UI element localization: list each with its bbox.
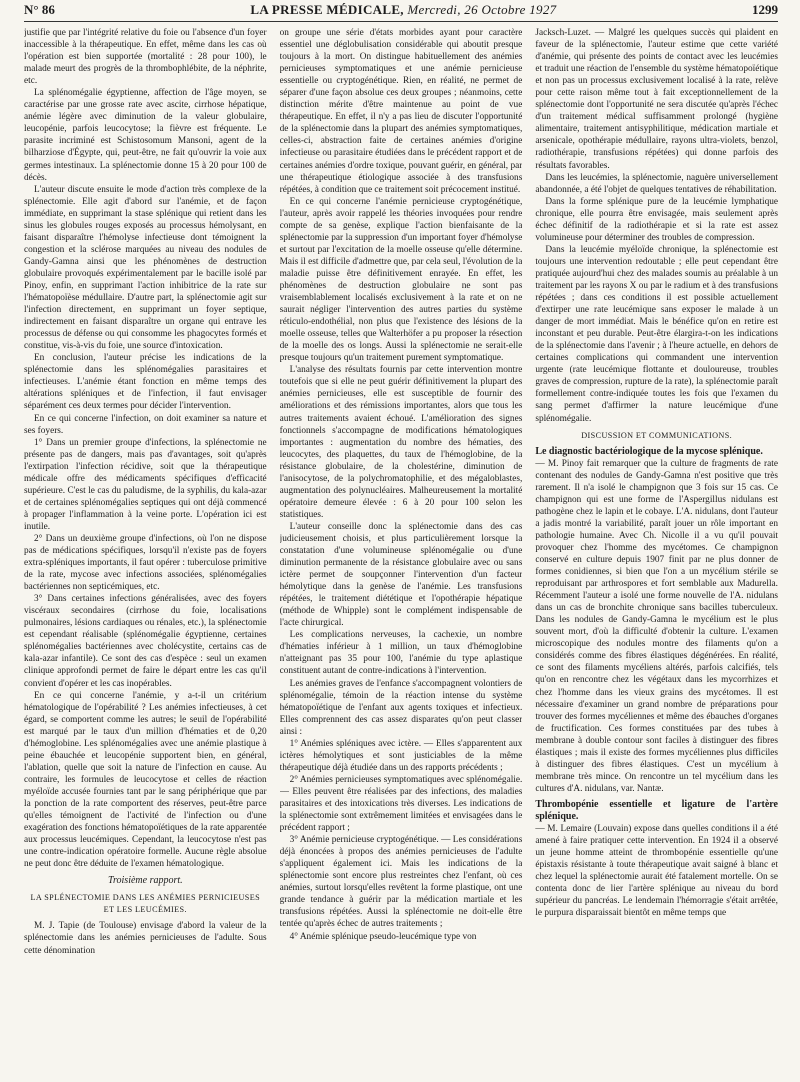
paragraph: En ce qui concerne l'anémie pernicieuse cryptogénétique, l'auteur, après avoir rappelé les théories invoquées pour rendre compte de sa genèse, explique l'action bienfaisante de la splénectomie par la suppression d'un important foyer d'hémolyse et surtout par l'excitation de la moelle osseuse qu'elle détermine. Mais il est difficile d'admettre que, par cela seul, l'évolution de la maladie puisse être définitivement enrayée. En effet, les phénomènes de destruction globulaire ne sont pas vraisemblablement localisés exclusivement à la rate et on ne saurait négliger l'intervention des autres parties du système réticulo-endothélial, non plus que l'existence des lésions de la moelle osseuse, telles que Walterhöfer a pu proposer la résection de la moelle des os longs. Aussi la splénectomie ne serait-elle presque toujours qu'un traitement purement symptomatique. — [279, 196, 523, 364]
subsection-title: Thrombopénie essentielle et ligature de l'artère splénique. — [535, 798, 778, 822]
column-1 — [24, 27, 267, 1078]
paragraph: 3° Dans certaines infections généralisées, avec des foyers viscéraux secondaires (cirrhose du foie, localisations pulmonaires, lésions cardiaques ou rénales, etc.), la splénectomie est cependant réalisable (splénomégalie égyptienne, certaines splénomégalies bactériennes avec cholécystite, certains cas de kala-azar infantile). Ce sont des cas d'espèce : seul un examen clinique approfondi permet de faire le départ entre les cas qu'il convient d'opérer et les cas inopérables. — [24, 594, 267, 689]
paragraph: Jacksch-Luzet. — Malgré les quelques succès qui plaident en faveur de la splénectomie, l'auteur estime que cette variété d'anémie, qui présente des points de contact avec les leucémies et traduit une réaction de l'ensemble du système hématopoïétique et non pas un processus exclusivement localisé à la rate, relève pour cette raison même tout à fait exceptionnellement de la splénectomie dont l'opportunité ne sera discutée qu'après l'échec d'un traitement médical suffisamment prolongé (hygiène alimentaire, traitement antisyphilitique, médication martiale et arsenicale, opothérapie médullaire, rayons ultra-violets, benzol, radiothérapie, transfusions répétées) qui donne parfois des résultats favorables. — [535, 28, 778, 171]
section-title: Troisième rapport. — [108, 875, 183, 887]
paragraph: 3° Anémie pernicieuse cryptogénétique. — Les considérations déjà énoncées à propos des anémies pernicieuses de l'adulte s'appliquent également ici. Mais les indications de la splénectomie sont encore plus restreintes chez l'enfant, où ces anémies, surtout lorsqu'elles revêtent la forme plastique, ont une grande tendance à guérir par la médication martiale et les transfusions répétées. Aussi la splénectomie ne doit-elle être tentée qu'après échec de autres traitements ; — [279, 835, 523, 930]
paragraph: En ce qui concerne l'infection, on doit examiner sa nature et ses foyers. — [24, 413, 267, 436]
discussion-heading: DISCUSSION ET COMMUNICATIONS. — [581, 430, 733, 440]
masthead — [250, 2, 556, 18]
paragraph: 1° Dans un premier groupe d'infections, la splénectomie ne présente pas de dangers, mais pas d'avantages, soit qu'après l'extirpation l'infection récidive, soit que la thérapeutique médicale offre des médicaments spécifiques d'efficacité supérieure. C'est le cas du paludisme, de la syphilis, du kala-azar et de certaines splénomégalies septiques qui ont déjà commencé à propager l'inflammation à la veine porte. L'opération ici est inutile. — [24, 437, 267, 532]
paragraph: 1° Anémies spléniques avec ictère. — Elles s'apparentent aux ictères hémolytiques et sont justiciables de la même thérapeutique déjà étudiée dans un des rapports précédents ; — [279, 738, 523, 773]
paragraph: — M. Pinoy fait remarquer que la culture de fragments de rate contenant des nodules de Gandy-Gamna n'est positive que très rarement. Il n'a isolé le champignon que 3 fois sur 15 cas. Ce champignon qui est une forme de l'Aspergillus nidulans est pathogène chez le lapin et le cobaye. L'A. nidulans, dont l'auteur a jadis montré la variabilité, paraît jouer un rôle important en pathologie humaine. Avec Ch. Nicolle il a vu qu'il pouvait provoquer chez l'homme des mycétomes. Ce champignon conservé en culture depuis 1907 finit par ne plus donner de formes conidiennes, si bien que l'on a un mycélium stérile se reproduisant par arthrospores et fort semblable aux Madurella. Récemment l'auteur a isolé une forme nouvelle de l'A. nidulans dans un cas de bronchite chronique sans bacilles tuberculeux. Dans les nodules de Gandy-Gamna le mycélium est le plus souvent mort, d'où la difficulté d'obtenir la culture. L'examen microscopique des nodules montre des filaments qu'on a considérés comme des fibres élastiques dégénérées. En réalité, ce sont des filaments mycéliens altérés, parfois calcifiés, tels qu'on en rencontre chez les végétaux dans les mycorrhizes et chez l'homme dans les vieux grains des mycétomes. Il est nécessaire d'examiner un grand nombre de préparations pour trouver des formes mycéliennes et même des ébauches d'organes de fructification. Ces formes constituées par des tubes à membrane à double contour sont faciles à distinguer des fibres élastiques ; mais il existe des formes mycéliennes plus difficiles à distinguer des fibres élastiques. C'est un mycélium à membrane très mince. On rencontre un tel mycélium dans les cultures d'A. nidulans, var. Nantæ. — [535, 458, 778, 794]
paragraph: 4° Anémie splénique pseudo-leucémique type von — [289, 931, 477, 942]
paragraph: L'auteur discute ensuite le mode d'action très complexe de la splénectomie. Elle agit d'abord sur l'anémie, et de façon immédiate, en supprimant la stase splénique qui retient dans les sinus les globules rouges exposés au processus hémolysant, en faisant disparaître l'hémolyse infectieuse dont témoignent la congestion et la sclérose marquées au niveau des nodules de Gandy-Gamna ainsi que les phénomènes de destruction globulaire provoqués expérimentalement par le bacille isolé par Pinoy, enfin, en supprimant l'action inhibitrice de la rate sur l'hématopoïèse médullaire. D'autre part, la splénectomie agit sur l'infection directement, en supprimant un foyer septique, indirectement en faisant disparaître un organe qui entrave les processus de défense ou qui consomme les phagocytes formés et constitue, vis-à-vis du foie, une source d'intoxication. — [24, 184, 267, 352]
paragraph: Dans les leucémies, la splénectomie, naguère universellement abandonnée, a été l'objet de quelques tentatives de réhabilitation. — [535, 172, 778, 195]
paragraph: M. J. Tapie (de Toulouse) envisage d'abord la valeur de la splénectomie dans les anémies pernicieuses de l'adulte. Sous cette dénomination — [24, 921, 267, 956]
subsection-title: Le diagnostic bactériologique de la mycose splénique. — [535, 445, 763, 457]
paragraph: L'auteur conseille donc la splénectomie dans des cas judicieusement choisis, et plus particulièrement lorsque la constatation d'une volumineuse splénomégalie ou d'une diminution permanente de la résistance globulaire avec ou sans ictère permet de soupçonner l'intervention d'un facteur hémolytique dans la genèse de l'anémie. Les transfusions répétées, le traitement diététique et l'opothérapie hépatique (méthode de Whipple) sont le complément indispensable de l'acte chirurgical. — [279, 521, 523, 629]
paragraph: 2° Anémies pernicieuses symptomatiques avec splénomégalie. — Elles peuvent être réalisées par des infections, des maladies parasitaires et des intoxications très diverses. Les indications de la splénectomie sont extrêmement limitées et envisagées dans le précédent rapport ; — [279, 774, 523, 834]
paragraph: Les complications nerveuses, la cachexie, un nombre d'hématies inférieur à 1 million, un taux d'hémoglobine n'atteignant pas 35 pour 100, l'anémie du type aplastique constituent autant de contre-indications à l'intervention. — [279, 630, 523, 677]
journal-title: LA PRESSE MÉDICALE, — [250, 2, 404, 17]
section-subtitle: LA SPLÉNECTOMIE DANS LES ANÉMIES PERNICIEUSES ET LES LEUCÉMIES. — [30, 893, 261, 915]
issue-number: N° 86 — [24, 2, 55, 17]
paragraph: 2° Dans un deuxième groupe d'infections, où l'on ne dispose pas de médications spécifiques, lorsqu'il n'existe pas de foyers extra-spléniques importants, il faut opérer : tuberculose primitive de la rate, mycose avec infections associées, splénomégalies bactériennes non septicémiques, etc. — [24, 533, 267, 593]
page-number: 1299 — [752, 2, 778, 17]
paragraph: L'analyse des résultats fournis par cette intervention montre toutefois que si elle ne peut guérir définitivement la plupart des anémies pernicieuses, elle est susceptible de fournir des améliorations et des rémissions importantes, alors que tous les autres traitements avaient échoué. L'amélioration des signes fonctionnels s'accompagne de modifications hématologiques importantes : augmentation du nombre des hématies, des leucocytes, des plaquettes, du taux de l'hémoglobine, de la résistance globulaire, de la cholestérine, diminution de l'anisocytose, de la polychromatophilie, et des mégaloblastes, augmentation des polynucléaires. Malheureusement la mortalité opératoire demeure élevée : 6 à 20 pour 100 selon les statistiques. — [279, 365, 523, 520]
column-2 — [280, 27, 523, 1078]
paragraph: on groupe une série d'états morbides ayant pour caractère essentiel une déglobulisation considérable qui aboutit presque toujours à la mort. On distingue habituellement des anémies pernicieuses symptomatiques et une anémie pernicieuse essentielle ou cryptogénétique. Rien, en réalité, ne permet de séparer d'une façon absolue ces deux groupes ; néanmoins, cette distinction mérite d'être maintenue au point de vue thérapeutique. En effet, il n'y a pas lieu de discuter l'opportunité de la splénectomie dans la plupart des anémies symptomatiques, celles-ci, abstraction faite de certaines anémies d'origine infectieuse ou parasitaire étudiées dans le précédent rapport et de certaines anémies d'ordre toxique, pouvant guérir, en général, par une thérapeutique étiologique associée à des transfusions répétées, à condition que ce traitement soit précocement institué. — [279, 28, 523, 195]
paragraph: Dans la forme splénique pure de la leucémie lymphatique chronique, elle pourra être envisagée, mais seulement après échec définitif de la radiothérapie et si la rate est assez volumineuse pour déterminer des troubles de compression. — [535, 196, 778, 243]
paragraph: En ce qui concerne l'anémie, y a-t-il un critérium hématologique de l'opérabilité ? Les anémies infectieuses, à cet égard, se comportent comme les autres; le seuil de l'opérabilité est marqué par le taux d'un million d'hématies et de 0,20 d'hémoglobine. Les splénomégalies avec une anémie plastique à peine ébauchée et leucopénie supportent bien, en général, l'ablation, quelle que soit la nature de l'infection en cause. Au contraire, les formules de leucocytose et celles de réaction myéloïde accusée fournies tant par le sang périphérique que par la ponction de la rate comportent des réserves, peut-être parce qu'elles témoignent de l'activité de l'infection ou d'une exagération des fonctions hématopoïétiques de la rate apparentée aux processus leucémiques. Cependant, la leucocytose n'est pas une contre-indication opératoire formelle. Aucune règle absolue ne peut donc être déduite de l'examen hématologique. — [24, 690, 267, 870]
paragraph: justifie que par l'intégrité relative du foie ou l'absence d'un foyer inaccessible à la thérapeutique. En effet, même dans les cas où l'opération est bien supportée (mortalité : 28 pour 100), le malade meurt des progrès de la thrombophlébite, de la néphrite, etc. — [24, 28, 267, 87]
header-rule — [24, 21, 778, 22]
paragraph: — M. Lemaire (Louvain) expose dans quelles conditions il a été amené à faire pratiquer cette intervention. En 1924 il a observé un jeune homme atteint de thrombopénie essentielle qu'une épistaxis résistante à toute thérapeutique avait saigné à blanc et chez lequel la splénectomie aurait été fatalement mortelle. On se contenta donc de lier l'artère splénique au niveau du bord supérieur du pancréas. Le lendemain l'hémorragie s'était arrêtée, le purpura disparaissait bientôt en même temps que — [535, 824, 778, 919]
page-header — [24, 2, 778, 20]
paragraph: Dans la leucémie myéloïde chronique, la splénectomie est toujours une intervention redoutable ; elle peut cependant être pratiquée aujourd'hui chez des malades soumis au préalable à un traitement par les rayons X ou par le radium et à des transfusions répétées ; dans ces conditions il est possible actuellement d'extirper une rate leucémique sans exposer le malade à un danger de mort immédiat. Mais le bénéfice qu'on en retire est inconstant et peu durable. Peut-être élargira-t-on les indications de la splénectomie dans l'avenir ; à l'heure actuelle, en dehors de certaines complications qui commandent une intervention urgente (rate leucémique flottante et douloureuse, troubles graves de compression, rupture de la rate), la splénectomie paraît formellement contre-indiquée toutes les fois que l'examen du sang permet d'affirmer la nature leucémique d'une splénomégalie. — [535, 244, 778, 424]
paragraph: En conclusion, l'auteur précise les indications de la splénectomie dans les splénomégalies parasitaires et infectieuses. L'anémie étant fonction en même temps des altérations spléniques et de l'infection, il faut envisager séparément ces deux termes pour décider l'intervention. — [24, 353, 267, 412]
column-3 — [535, 27, 778, 1078]
issue-date: Mercredi, 26 Octobre 1927 — [407, 2, 557, 17]
text-columns — [24, 27, 778, 1078]
paragraph: La splénomégalie égyptienne, affection de l'âge moyen, se caractérise par une grosse rate avec ascite, cirrhose hépatique, anémie légère avec diminution de la valeur globulaire, leucopénie, parfois leucocytose; la fièvre est fréquente. Le parasite incriminé est Schistosomum Mansoni, agent de la bilharziose d'Égypte, qui, peut-être, ne fait qu'ouvrir la voie aux germes intestinaux. La splénectomie donne 15 à 20 pour 100 de décès. — [24, 88, 267, 183]
paragraph: Les anémies graves de l'enfance s'accompagnent volontiers de splénomégalie, témoin de la réaction intense du système hématopoïétique de l'enfant aux agents toxiques et infectieux. Elles comprennent des cas assez disparates qu'on peut classer ainsi : — [279, 678, 523, 737]
